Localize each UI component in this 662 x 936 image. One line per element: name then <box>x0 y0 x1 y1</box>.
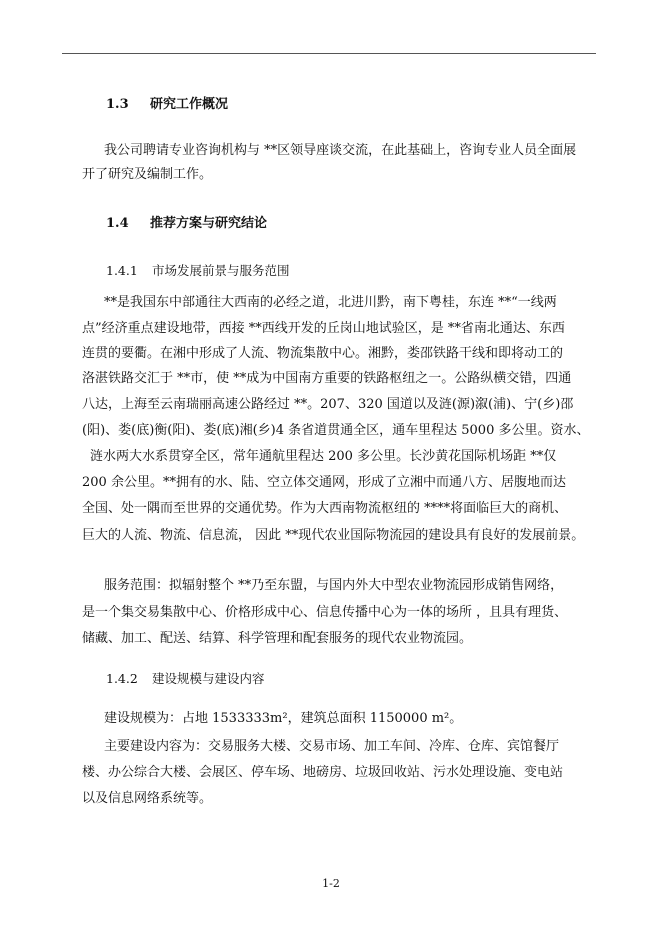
text-line: 储藏、加工、配送、结算、科学管理和配套服务的现代农业物流园。 <box>82 631 473 646</box>
text-line: 巨大的人流、物流、信息流， 因此 **现代农业国际物流园的建设具有良好的发展前景。 <box>82 528 585 543</box>
text-line: 涟水两大水系贯穿全区，常年通航里程达 200 多公里。长沙黄花国际机场距 **仅 <box>90 449 557 464</box>
section-heading-1-3 <box>106 93 228 112</box>
section-number: 1.4.1 <box>106 263 138 278</box>
section-number: 1.4 <box>106 216 129 231</box>
text-line: 楼、办公综合大楼、会展区、停车场、地磅房、垃圾回收站、污水处理设施、变电站 <box>82 765 564 780</box>
text-line: 建设规模为：占地 1533333m²，建筑总面积 1150000 m²。 <box>104 711 463 726</box>
section-heading-1-4-2 <box>106 669 265 687</box>
text-line: 主要建设内容为：交易服务大楼、交易市场、加工车间、冷库、仓库、宾馆餐厅 <box>104 739 560 754</box>
text-line: 全国、处一隅而至世界的交通优势。作为大西南物流枢纽的 ****将面临巨大的商机、 <box>82 501 568 516</box>
text-line: 以及信息网络系统等。 <box>82 791 213 806</box>
text-line: 洛湛铁路交汇于 **市，使 **成为中国南方重要的铁路枢纽之一。公路纵横交错，四通 <box>82 371 572 386</box>
section-title: 研究工作概况 <box>150 97 229 112</box>
section-number: 1.4.2 <box>106 671 138 686</box>
text-line: 点”经济重点建设地带，西接 **西线开发的丘岗山地试验区，是 **省南北通达、东西 <box>82 321 565 336</box>
text-line: (阳)、娄(底)衡(阳)、娄(底)湘(乡)4 条省道贯通全区，通车里程达 5000 多公里。资水、 <box>82 423 590 438</box>
text-line: 服务范围：拟辐射整个 **乃至东盟，与国内外大中型农业物流园形成销售网络， <box>104 578 564 593</box>
text-line: 我公司聘请专业咨询机构与 **区领导座谈交流，在此基础上，咨询专业人员全面展 <box>104 143 577 158</box>
section-title: 推荐方案与研究结论 <box>150 216 268 231</box>
text-line: 是一个集交易集散中心、价格形成中心、信息传播中心为一体的场所 ，且具有理货、 <box>82 605 568 620</box>
section-title: 市场发展前景与服务范围 <box>152 263 290 278</box>
text-line: 八达，上海至云南瑞丽高速公路经过 **。207、320 国道以及涟(源)溆(浦)、宁(乡)邵 <box>82 397 574 412</box>
text-line: 200 余公里。**拥有的水、陆、空立体交通网，形成了立湘中而通八方、居腹地而达 <box>82 475 566 490</box>
section-heading-1-4-1 <box>106 261 290 279</box>
text-line: 开了研究及编制工作。 <box>82 167 213 182</box>
section-heading-1-4 <box>106 212 267 231</box>
section-title: 建设规模与建设内容 <box>152 671 265 686</box>
text-line: **是我国东中部通往大西南的必经之道，北进川黔，南下粤桂，东连 **“一线两 <box>104 295 557 310</box>
header-rule <box>62 53 596 54</box>
text-line: 连贯的要衢。在湘中形成了人流、物流集散中心。湘黔，娄邵铁路干线和即将动工的 <box>82 346 564 361</box>
page-number: 1-2 <box>322 877 340 890</box>
section-number: 1.3 <box>106 97 129 112</box>
